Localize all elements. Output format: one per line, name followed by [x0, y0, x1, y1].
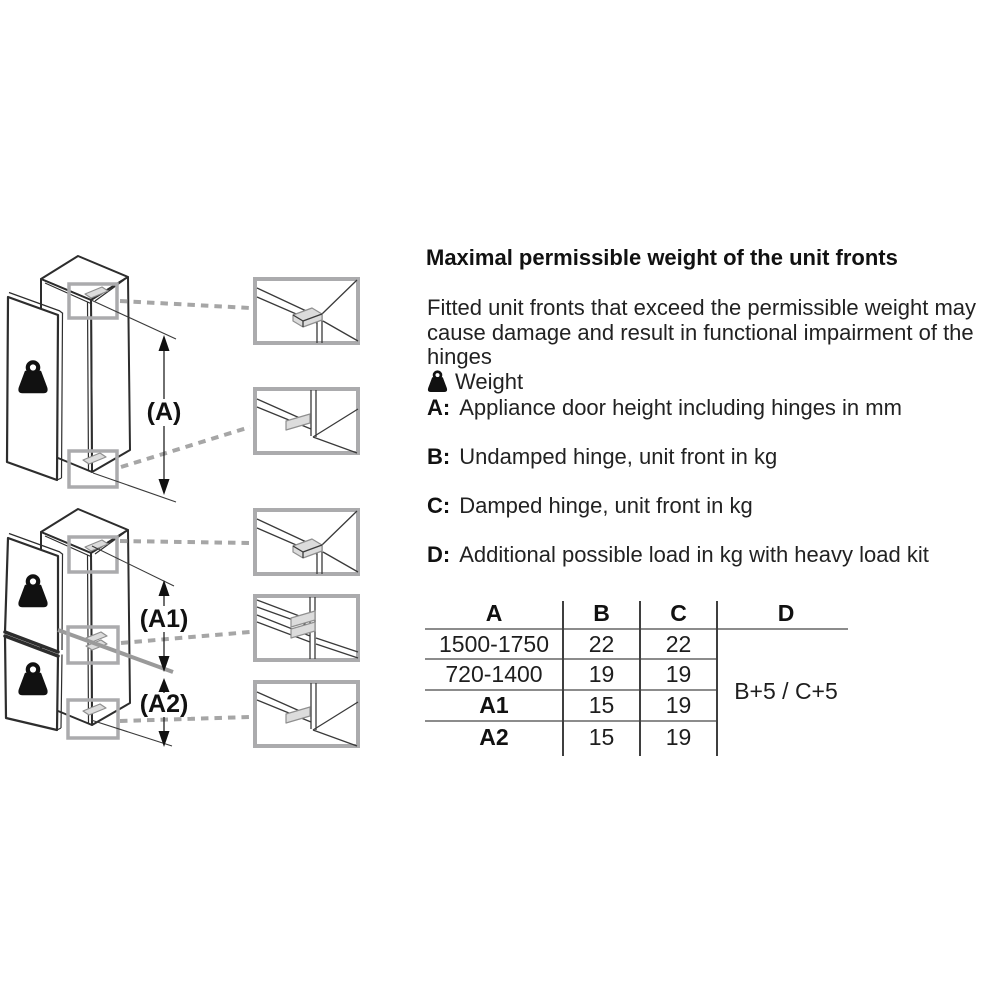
table-cell-row1-a: 1500-1750	[439, 630, 549, 657]
table-header-b: B	[593, 599, 610, 626]
table-rule	[425, 658, 718, 660]
legend-row-c	[427, 493, 753, 519]
table-cell-row1-b: 22	[588, 630, 615, 657]
table-cell-row3-b: 15	[588, 692, 615, 718]
table-cell-row2-b: 19	[588, 661, 615, 687]
leader-line	[120, 301, 250, 308]
table-rule-vertical	[562, 601, 564, 756]
intro-paragraph: Fitted unit fronts that exceed the permissible weight may cause damage and result in functional impairment of the hinges	[427, 295, 977, 369]
dimension-label-a1: (A1)	[139, 605, 189, 633]
legend-label: Additional possible load in kg with heavy load kit	[459, 542, 929, 567]
detail-box-4	[255, 596, 358, 660]
table-cell-row2-a: 720-1400	[445, 661, 543, 687]
table-cell-row4-b: 15	[588, 723, 615, 750]
legend-row-weight	[427, 369, 523, 395]
table-cell-d-merged: B+5 / C+5	[734, 677, 838, 704]
legend-key: C:	[427, 493, 451, 518]
table-rule-vertical	[716, 601, 718, 756]
legend-label: Appliance door height including hinges in mm	[459, 395, 902, 420]
table-cell-row3-c: 19	[665, 692, 692, 718]
table-rule	[425, 628, 848, 630]
table-header-c: C	[670, 599, 687, 626]
table-header-a: A	[485, 599, 503, 626]
page-title: Maximal permissible weight of the unit fronts	[426, 245, 898, 270]
table-cell-row4-a: A2	[479, 723, 509, 750]
table-header-d: D	[777, 599, 795, 626]
leader-line	[121, 632, 250, 643]
table-cell-row4-c: 19	[665, 723, 692, 750]
legend-label: Weight	[455, 369, 524, 394]
leader-line	[120, 541, 250, 543]
table-cell-row2-c: 19	[665, 661, 692, 687]
table-rule-vertical	[639, 601, 641, 756]
unit-front-door	[7, 293, 63, 481]
table-rule	[425, 689, 718, 691]
dimension-label-a: (A)	[146, 398, 182, 426]
legend-label: Undamped hinge, unit front in kg	[459, 444, 778, 469]
double-door-appliance-diagram	[5, 509, 358, 747]
hinge-diagram	[0, 240, 420, 770]
dimension-label-a2: (A2)	[139, 690, 189, 718]
detail-box-2	[255, 389, 358, 453]
dimension-arrow-A	[142, 335, 186, 495]
weight-table	[425, 597, 855, 759]
table-cell-row3-a: A1	[479, 692, 509, 718]
leader-line	[121, 427, 250, 467]
legend-row-a	[427, 395, 902, 421]
weight-icon	[427, 370, 448, 394]
legend-row-d	[427, 542, 929, 568]
detail-box-3	[255, 510, 358, 574]
table-cell-row1-c: 22	[665, 630, 692, 657]
legend-row-b	[427, 444, 777, 470]
dimension-arrow-A1	[138, 580, 191, 672]
detail-box-1	[255, 279, 358, 343]
single-door-appliance-diagram	[7, 256, 358, 502]
legend-key: A:	[427, 395, 451, 420]
table-rule	[425, 720, 718, 722]
legend-key: D:	[427, 542, 451, 567]
detail-box-5	[255, 682, 358, 746]
legend-label: Damped hinge, unit front in kg	[459, 493, 753, 518]
dimension-arrow-A2	[138, 678, 191, 747]
legend-key: B:	[427, 444, 451, 469]
